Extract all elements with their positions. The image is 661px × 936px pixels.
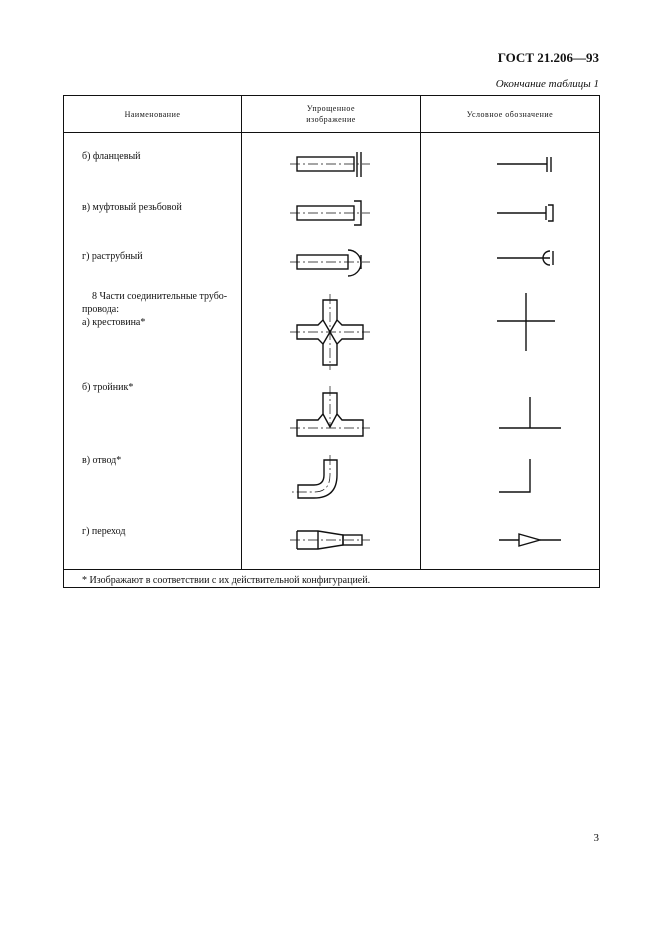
column-header-symbol: Условное обозначение (466, 110, 554, 119)
row-flanged-label: б) фланцевый (82, 151, 141, 162)
footnote: * Изображают в соответствии с их действительной конфигурацией. (82, 575, 371, 586)
row-reducer-label: г) переход (82, 526, 126, 537)
column-header-simplified-line1: Упрощенное (306, 104, 356, 113)
column-header-simplified-line2: изображение (306, 115, 356, 124)
row-cross-label: а) крестовина* (82, 317, 146, 328)
row-socket-label: г) раструбный (82, 251, 143, 262)
document-code: ГОСТ 21.206—93 (497, 50, 599, 65)
column-header-name: Наименование (124, 110, 181, 119)
row-elbow-label: в) отвод* (82, 455, 122, 466)
row-tee-label: б) тройник* (82, 382, 134, 393)
page-number: 3 (593, 832, 599, 844)
section-title-line2: провода: (82, 304, 120, 315)
table-continuation-caption: Окончание таблицы 1 (495, 78, 599, 90)
section-title-line1: 8 Части соединительные трубо- (92, 291, 228, 302)
row-coupling-label: в) муфтовый резьбовой (82, 202, 182, 213)
